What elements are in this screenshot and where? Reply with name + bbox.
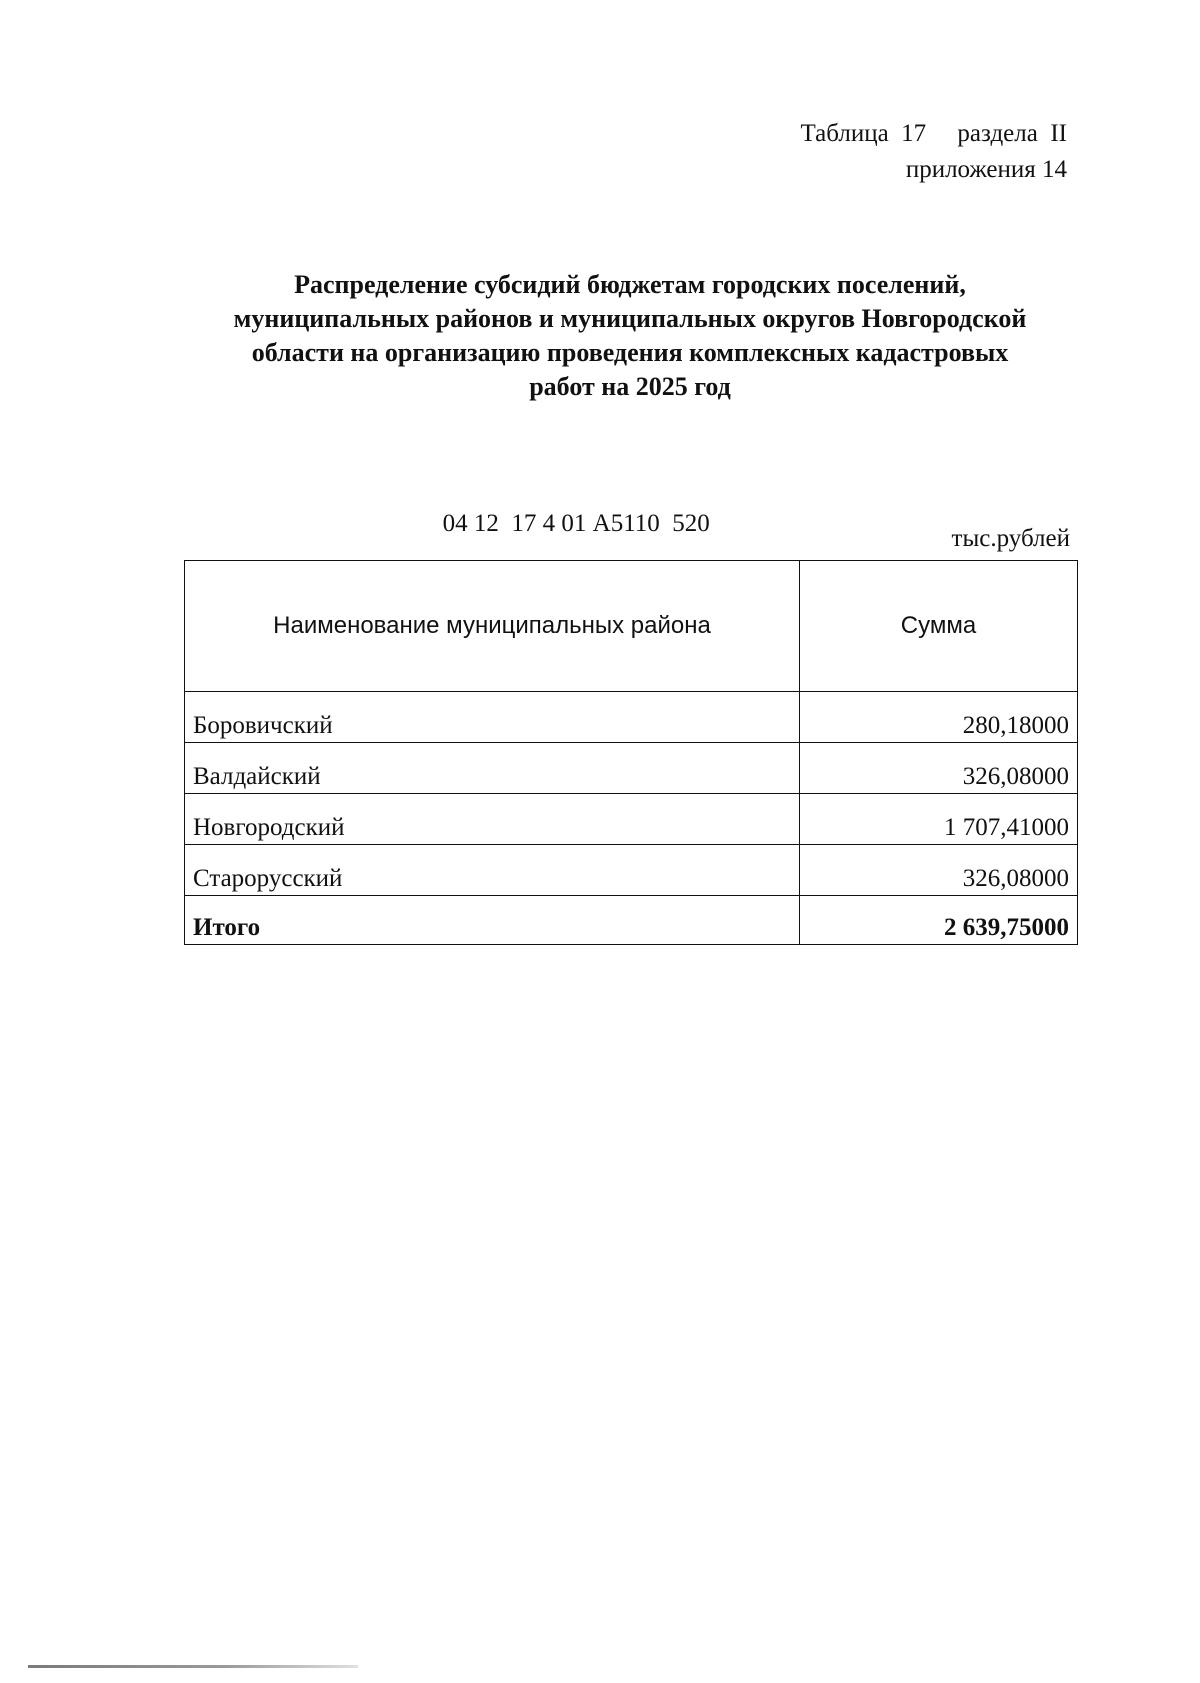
- title-line-4: работ на 2025 год: [529, 372, 731, 401]
- row-municipality: Новгородский: [185, 794, 800, 845]
- budget-code-text: 04 12 17 4 01 А5110 520: [442, 510, 710, 537]
- title-line-2: муниципальных районов и муниципальных округов Новгородской: [233, 304, 1027, 333]
- table-row: [185, 794, 1078, 845]
- units-label: тыс.рублей: [951, 525, 1070, 552]
- total-row: [185, 896, 1078, 945]
- row-amount: 280,18000: [800, 692, 1078, 743]
- header-municipality: Наименование муниципальных района: [185, 561, 800, 692]
- row-municipality: Валдайский: [185, 743, 800, 794]
- row-amount: 326,08000: [800, 743, 1078, 794]
- reference-table-number: Таблица 17 раздела II: [800, 120, 1067, 147]
- header-amount: Сумма: [800, 561, 1078, 692]
- row-municipality: Старорусский: [185, 845, 800, 896]
- table-row: [185, 743, 1078, 794]
- table-reference: [801, 116, 1067, 188]
- reference-appendix: приложения 14: [905, 156, 1067, 183]
- table-row: [185, 845, 1078, 896]
- title-line-3: области на организацию проведения комплексных кадастровых: [251, 338, 1009, 367]
- total-label: Итого: [185, 896, 800, 945]
- row-amount: 1 707,41000: [800, 794, 1078, 845]
- row-municipality: Боровичский: [185, 692, 800, 743]
- title-line-1: Распределение субсидий бюджетам городских поселений,: [294, 270, 966, 299]
- total-amount: 2 639,75000: [800, 896, 1078, 945]
- scan-edge-mark: [28, 1665, 358, 1668]
- table-row: [185, 692, 1078, 743]
- table-header-row: [185, 561, 1078, 692]
- row-amount: 326,08000: [800, 845, 1078, 896]
- distribution-table: [184, 560, 1078, 945]
- document-title: [170, 268, 1090, 404]
